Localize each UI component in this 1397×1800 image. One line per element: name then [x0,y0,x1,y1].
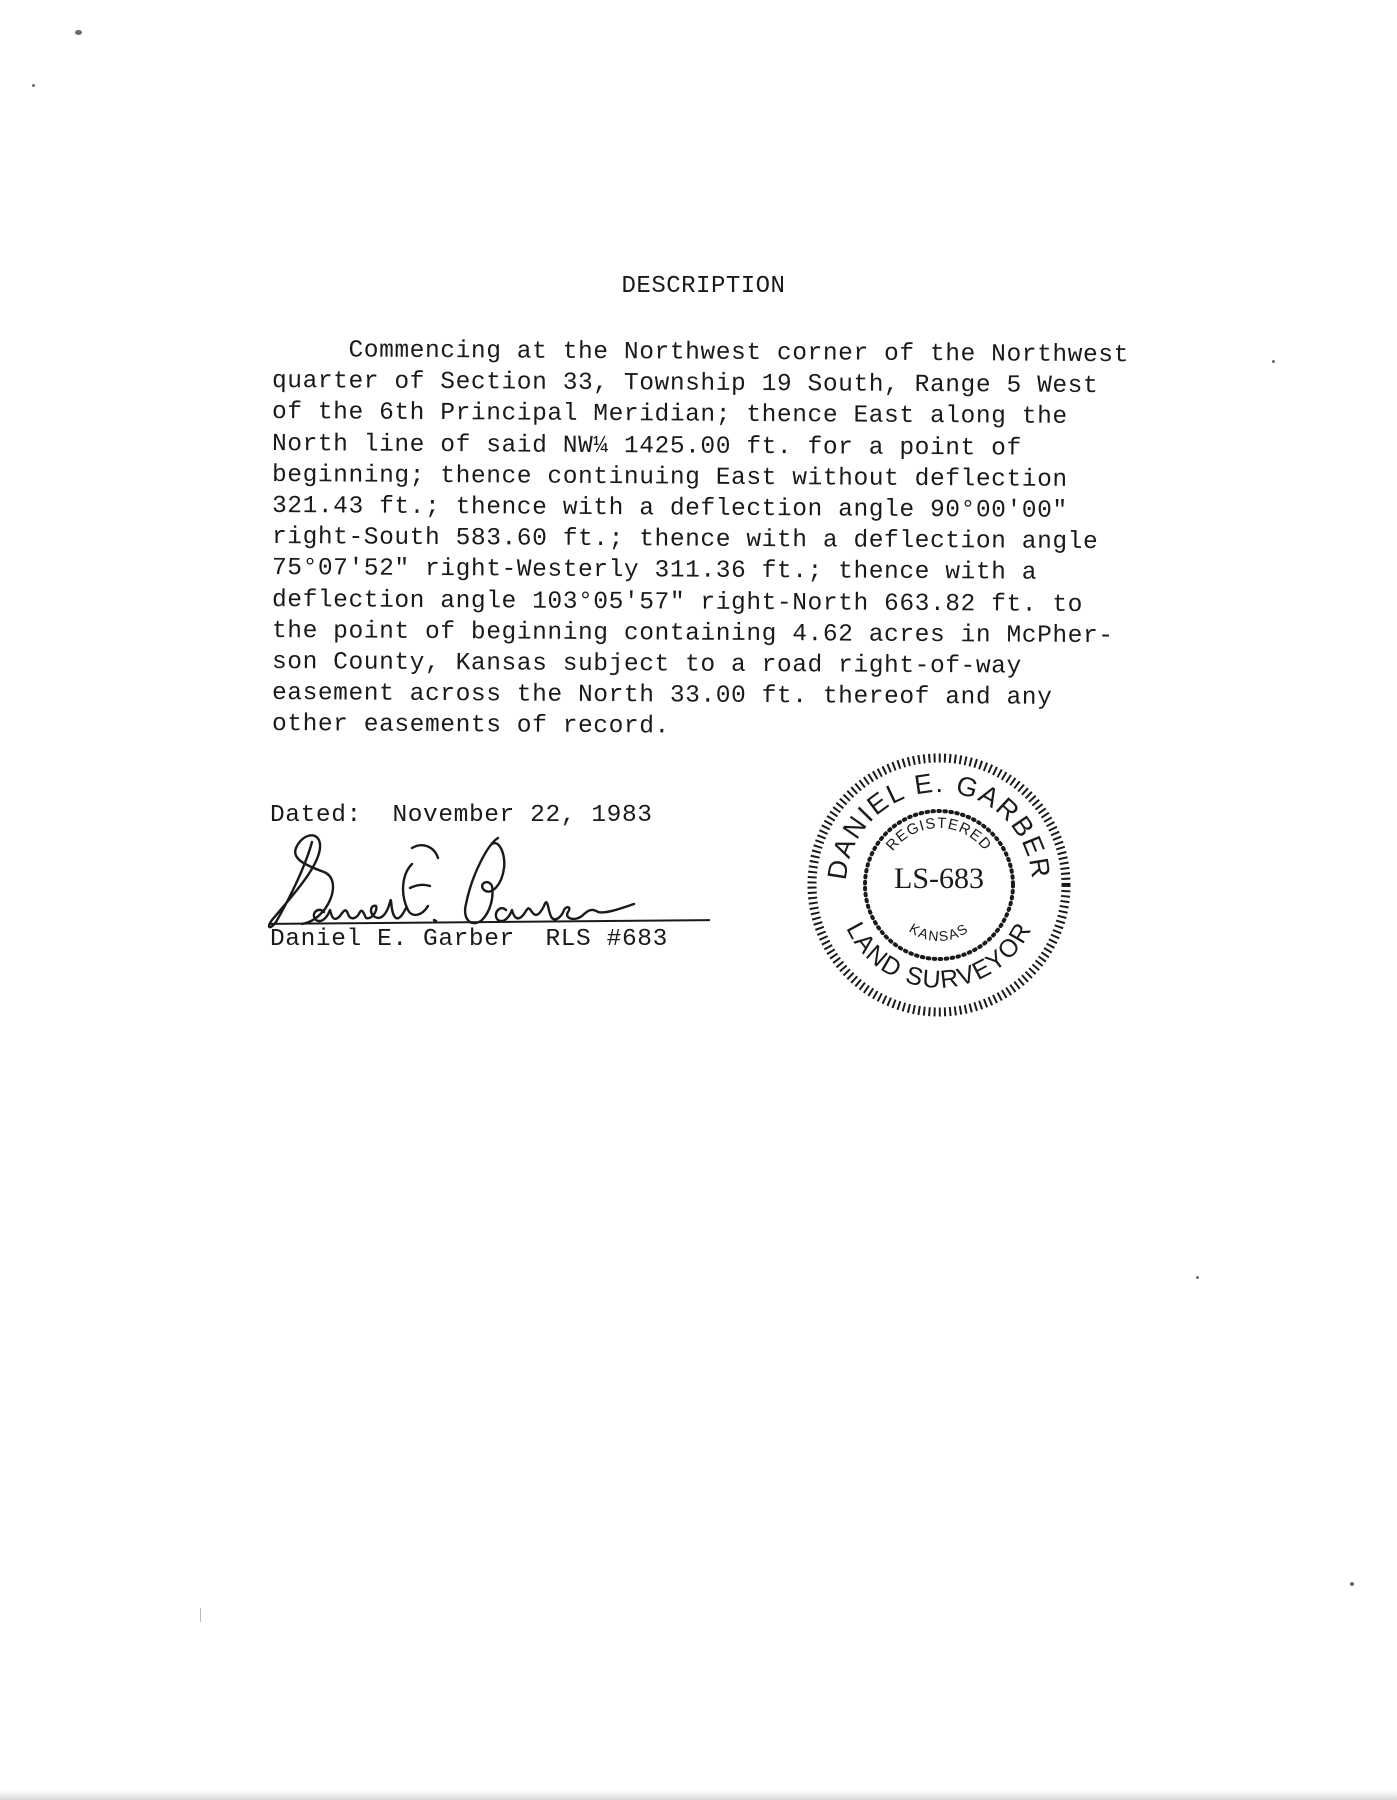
description-line: beginning; thence continuing East without deflection [271,461,1068,494]
description-line: North line of said NW¼ 1425.00 ft. for a point of [271,430,1022,463]
description-line: of the 6th Principal Meridian; thence East along the [271,399,1068,432]
scan-speck [200,1608,201,1622]
signer-license: RLS #683 [545,926,668,953]
dated-label: Dated: [270,802,362,829]
description-line: right-South 583.60 ft.; thence with a deflection angle [271,524,1099,557]
svg-text:KANSAS [907,920,972,944]
description-line: 75°07'52" right-Westerly 311.36 ft.; thence with a [271,555,1038,588]
signer-block [270,926,668,953]
seal-inner-bottom-text: KANSAS [906,919,972,945]
scan-speck [1196,1276,1199,1279]
description-line: other easements of record. [271,711,670,741]
dated-value: November 22, 1983 [392,802,653,829]
description-line: the point of beginning containing 4.62 acres in McPher- [271,617,1114,650]
scan-speck [32,84,35,87]
description-line: 321.43 ft.; thence with a deflection angle 90°00'00" [271,493,1068,525]
seal-inner-top-text: REGISTERED [882,814,996,855]
description-line: quarter of Section 33, Township 19 South, Range 5 West [271,368,1099,401]
description-line: Commencing at the Northwest corner of the Northwest [271,337,1130,370]
legal-description [272,335,1192,741]
seal-outer-top-text: DANIEL E. GARBER [821,767,1057,882]
surveyor-seal [804,750,1074,1020]
document-title: DESCRIPTION [621,273,786,300]
seal-license-number: LS-683 [894,862,984,895]
description-line: easement across the North 33.00 ft. thereof and any [271,680,1053,713]
scan-speck [1272,360,1275,363]
scan-speck [1350,1582,1354,1586]
scan-speck [75,30,82,35]
description-line: deflection angle 103°05'57" right-North 663.82 ft. to [271,586,1084,619]
scan-bottom-edge [0,1790,1397,1800]
description-line: son County, Kansas subject to a road right-of-way [271,649,1022,681]
signer-name: Daniel E. Garber [270,926,515,953]
seal-outer-bottom-text: LAND SURVEYOR [840,917,1038,995]
